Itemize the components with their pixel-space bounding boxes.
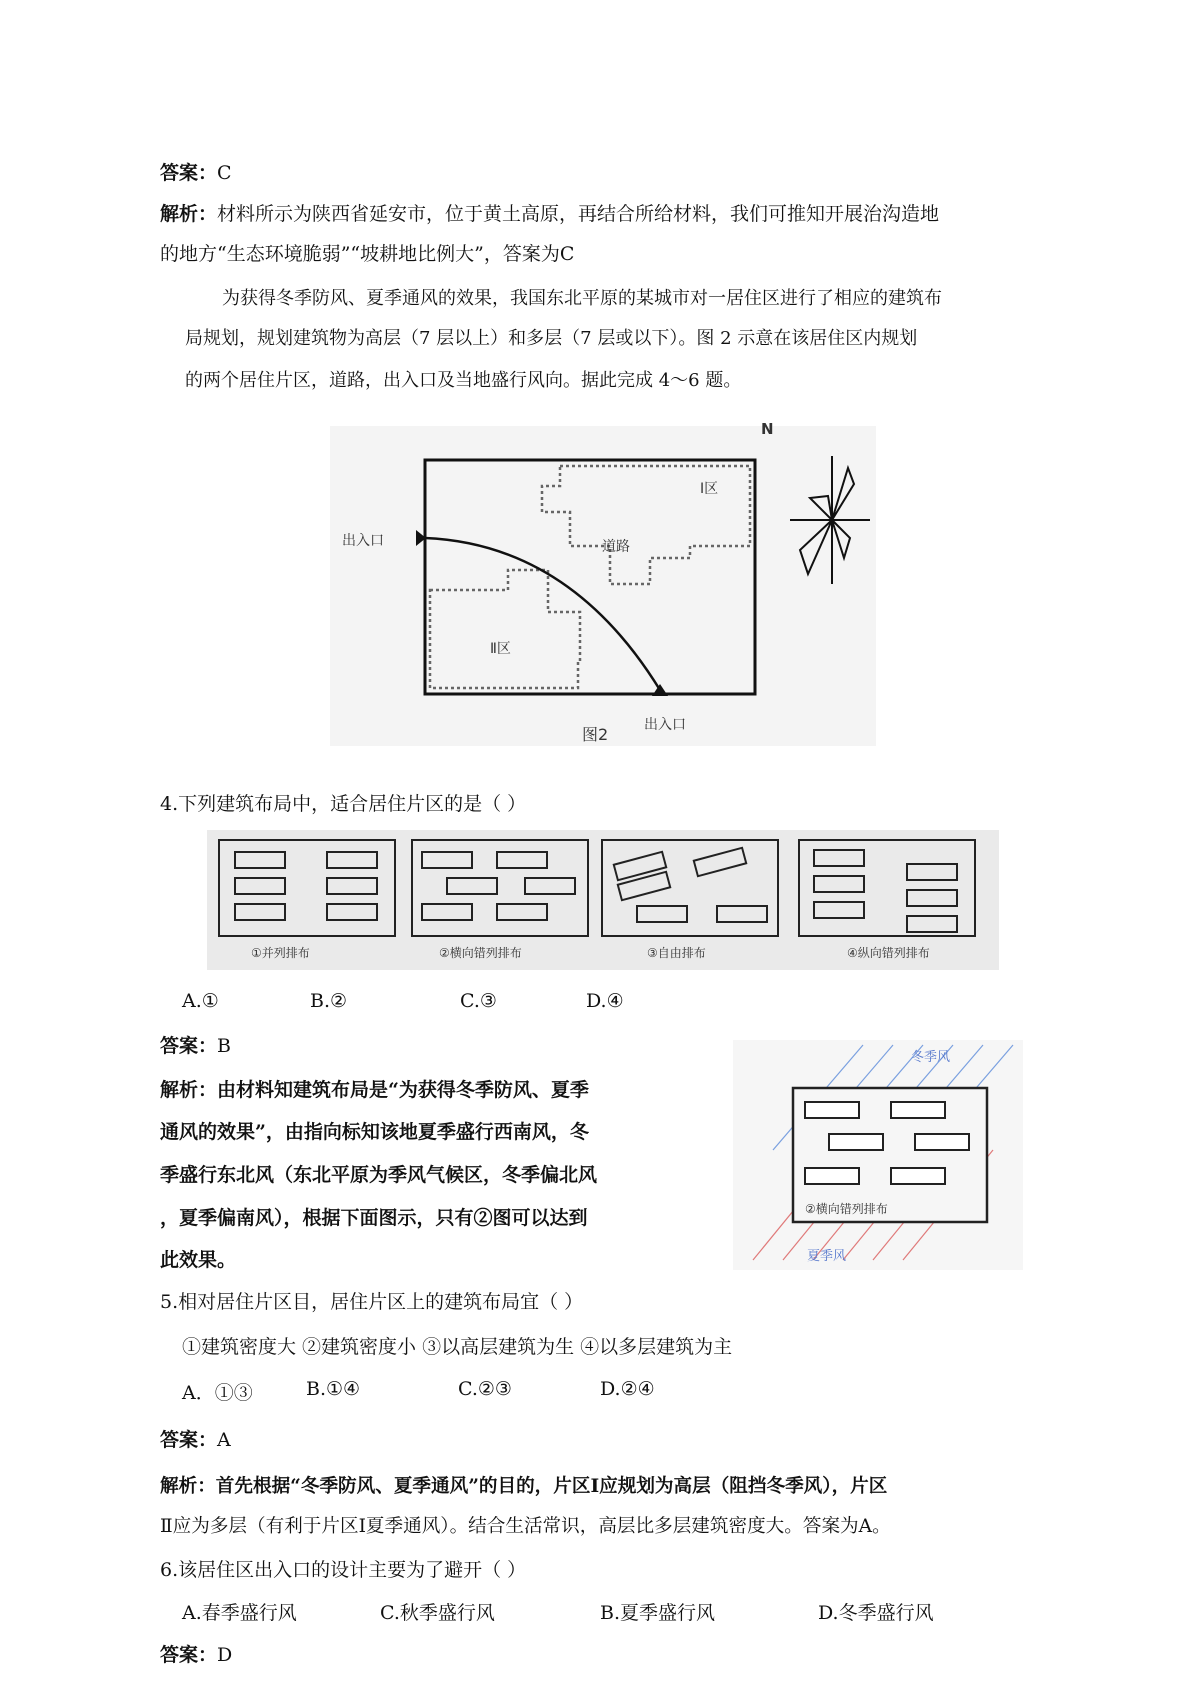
q4-analysis-line2: 通风的效果”，由指向标知该地夏季盛行西南风，冬 bbox=[160, 1121, 589, 1143]
layout-2-diagram bbox=[412, 840, 588, 936]
wind-diagram bbox=[733, 1040, 1023, 1270]
entrance-bottom-label: 出入口 bbox=[644, 717, 686, 733]
q5-analysis-line1: 解析：首先根据“冬季防风、夏季通风”的目的，片区Ⅰ应规划为高层（阻挡冬季风），片区 bbox=[160, 1476, 888, 1497]
q4-option-b[interactable]: B.② bbox=[310, 990, 348, 1012]
north-label: N bbox=[761, 420, 774, 438]
q6-option-a[interactable]: A.春季盛行风 bbox=[182, 1602, 297, 1624]
layout-1-diagram bbox=[219, 840, 395, 936]
q4-analysis-line4: ，夏季偏南风），根据下面图示，只有②图可以达到 bbox=[160, 1207, 588, 1229]
q4-analysis-line3: 季盛行东北风（东北平原为季风气候区，冬季偏北风 bbox=[160, 1164, 598, 1186]
q6-option-c[interactable]: C.秋季盛行风 bbox=[380, 1602, 495, 1624]
q6-options bbox=[182, 1598, 982, 1628]
q4-stem: 4.下列建筑布局中，适合居住片区的是（ ） bbox=[160, 793, 527, 815]
wind-layout-figure bbox=[733, 1040, 1023, 1270]
q5-option-b[interactable]: B.①④ bbox=[306, 1378, 361, 1400]
q5-stem: 5.相对居住片区目，居住片区上的建筑布局宜（ ） bbox=[160, 1291, 584, 1313]
wind-rose-icon bbox=[790, 456, 870, 584]
q5-options bbox=[182, 1378, 682, 1408]
winter-wind-label: 冬季风 bbox=[911, 1050, 951, 1065]
layout-4-diagram bbox=[799, 840, 975, 936]
q6-stem: 6.该居住区出入口的设计主要为了避开（ ） bbox=[160, 1559, 527, 1581]
zone-2-label: Ⅱ区 bbox=[490, 641, 511, 657]
q3-analysis-line1: 解析：材料所示为陕西省延安市，位于黄土高原，再结合所给材料，我们可推知开展治沟造地 bbox=[160, 203, 940, 225]
q4-options bbox=[182, 990, 682, 1020]
wind-figure-caption: ②横向错列排布 bbox=[805, 1202, 888, 1216]
q4-analysis-line5: 此效果。 bbox=[160, 1249, 237, 1271]
layout-4-label: ④纵向错列排布 bbox=[847, 946, 930, 960]
q4-option-a[interactable]: A.① bbox=[182, 990, 219, 1012]
q6-option-b[interactable]: B.夏季盛行风 bbox=[600, 1602, 716, 1624]
q6-option-d[interactable]: D.冬季盛行风 bbox=[818, 1602, 934, 1624]
q5-answer: 答案：A bbox=[160, 1429, 231, 1451]
q4-answer: 答案：B bbox=[160, 1035, 231, 1057]
q5-analysis-line2: Ⅱ应为多层（有利于片区Ⅰ夏季通风）。结合生活常识，高层比多层建筑密度大。答案为A。 bbox=[160, 1516, 891, 1537]
entrance-bottom-marker bbox=[652, 684, 668, 696]
intro-line3: 的两个居住片区，道路，出入口及当地盛行风向。据此完成 4～6 题。 bbox=[185, 370, 742, 391]
layout-1-label: ①并列排布 bbox=[251, 946, 310, 960]
q3-answer: 答案：C bbox=[160, 162, 232, 184]
q5-option-d[interactable]: D.②④ bbox=[600, 1378, 655, 1400]
zone-1-boundary bbox=[542, 466, 750, 584]
q4-analysis-line1: 解析：由材料知建筑布局是“为获得冬季防风、夏季 bbox=[160, 1079, 589, 1101]
q5-choices: ①建筑密度大 ②建筑密度小 ③以高层建筑为生 ④以多层建筑为主 bbox=[182, 1336, 733, 1358]
q5-option-c[interactable]: C.②③ bbox=[458, 1378, 512, 1400]
q3-analysis-line2: 的地方“生态环境脆弱”“坡耕地比例大”，答案为C bbox=[160, 243, 575, 265]
intro-line2: 局规划，规划建筑物为高层（7 层以上）和多层（7 层或以下）。图 2 示意在该居住区内规划 bbox=[185, 328, 918, 349]
figure-2 bbox=[330, 420, 876, 746]
layout-3-label: ③自由排布 bbox=[647, 946, 706, 960]
figure-caption: 图2 bbox=[582, 725, 609, 744]
q5-option-a[interactable]: A．①③ bbox=[182, 1382, 253, 1404]
intro-line1: 为获得冬季防风、夏季通风的效果，我国东北平原的某城市对一居住区进行了相应的建筑布 bbox=[222, 288, 942, 309]
q6-answer: 答案：D bbox=[160, 1644, 233, 1666]
entrance-left-label: 出入口 bbox=[342, 533, 384, 549]
road-label: 道路 bbox=[602, 539, 630, 555]
layout-3-diagram bbox=[602, 840, 778, 936]
zone-1-label: Ⅰ区 bbox=[700, 481, 719, 497]
q4-option-c[interactable]: C.③ bbox=[460, 990, 497, 1012]
layout-2-label: ②横向错列排布 bbox=[439, 946, 522, 960]
q4-layout-strip bbox=[207, 830, 999, 970]
figure-2-diagram bbox=[330, 426, 876, 746]
q4-option-d[interactable]: D.④ bbox=[586, 990, 624, 1012]
road-curve bbox=[425, 538, 660, 690]
summer-wind-label: 夏季风 bbox=[807, 1249, 847, 1264]
zone-2-boundary bbox=[430, 570, 580, 688]
